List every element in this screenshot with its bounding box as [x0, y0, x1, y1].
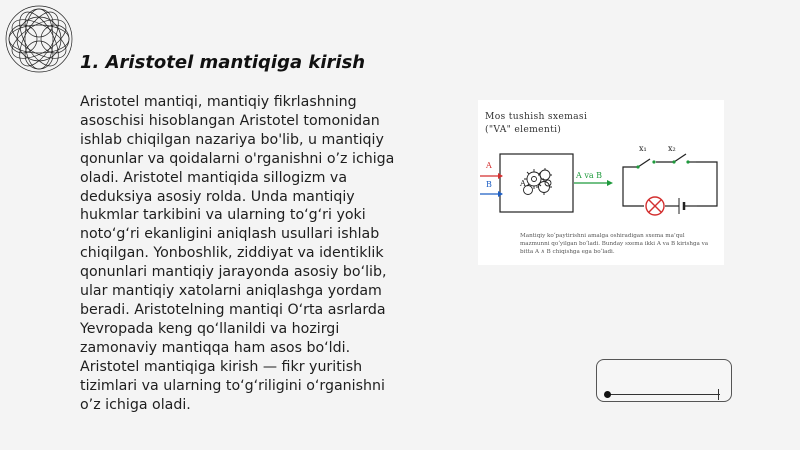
body-line: asoschisi hisoblangan Aristotel tomonidan: [80, 112, 380, 129]
body-line: qonunlar va qoidalarni o'rganishni o’z ichiga: [80, 150, 395, 167]
body-line: ular mantiqiy xatolarni aniqlashga yordam: [80, 283, 382, 300]
lamp-icon: [646, 197, 664, 215]
body-line: oladi. Aristotel mantiqida sillogizm va: [80, 169, 348, 186]
dot-icon[interactable]: [604, 391, 611, 398]
slider-track[interactable]: [607, 394, 720, 395]
switch-x2-label: x₂: [668, 144, 676, 153]
caption-line: Mantiqiy ko‘paytirishni amalga oshiradigan sxema ma’qul: [520, 233, 685, 239]
logic-box: [500, 154, 573, 212]
figure-title-line: ("VA" elementi): [485, 124, 562, 135]
output-label: A va B: [576, 171, 603, 180]
body-line: zamonaviy mantiqqa ham asos bo‘ldi.: [80, 339, 351, 356]
slider-end-tick: [718, 389, 719, 400]
body-line: Aristotel mantiqi, mantiqiy fikrlashning: [80, 94, 357, 110]
input-b-label: B: [486, 180, 492, 189]
figure-title-line: Mos tushish sxemasi: [485, 111, 588, 122]
body-line: Yevropada keng qo‘llanildi va hozirgi: [80, 320, 340, 337]
body-line: chiqilgan. Yonboshlik, ziddiyat va identiklik: [80, 245, 384, 262]
box-a-label: A: [520, 179, 526, 188]
figure-title: [485, 110, 587, 136]
slider-control[interactable]: [596, 359, 732, 402]
caption-line: bitta A ∧ B chiqishga ega bo‘ladi.: [520, 249, 615, 256]
slide-title: 1. Aristotel mantiqiga kirish: [80, 52, 366, 73]
spirograph-logo-icon: [4, 4, 74, 74]
body-line: noto‘g‘ri ekanligini aniqlash usullari ishlab: [80, 226, 380, 243]
caption-line: mazmunni qo‘yilgan bo‘ladi. Bunday sxema ikki A va B kirishga va: [520, 241, 709, 248]
body-line: beradi. Aristotelning mantiqi O‘rta asrlarda: [80, 301, 386, 318]
body-line: qonunlari mantiqiy jarayonda asosiy bo‘lib,: [80, 264, 387, 281]
body-line: tizimlari va ularning to‘g‘riligini o‘rganishni: [80, 377, 385, 394]
switch-x1-label: x₁: [639, 144, 647, 153]
gear-cluster-icon: [524, 168, 553, 195]
body-line: Aristotel mantiqiga kirish — fikr yuritish: [80, 358, 363, 375]
input-a-label: A: [486, 161, 492, 170]
and-gate-figure: [478, 100, 724, 265]
body-line: o’z ichiga oladi.: [80, 396, 191, 413]
series-circuit: [623, 154, 717, 214]
body-paragraph: [80, 93, 415, 414]
body-line: ishlab chiqilgan nazariya bo'lib, u mantiqiy: [80, 131, 384, 148]
figure-caption: [520, 232, 720, 257]
body-line: deduksiya asosiy rolda. Unda mantiqiy: [80, 188, 355, 205]
body-line: hukmlar tarkibini va ularning to‘g‘ri yoki: [80, 207, 366, 224]
